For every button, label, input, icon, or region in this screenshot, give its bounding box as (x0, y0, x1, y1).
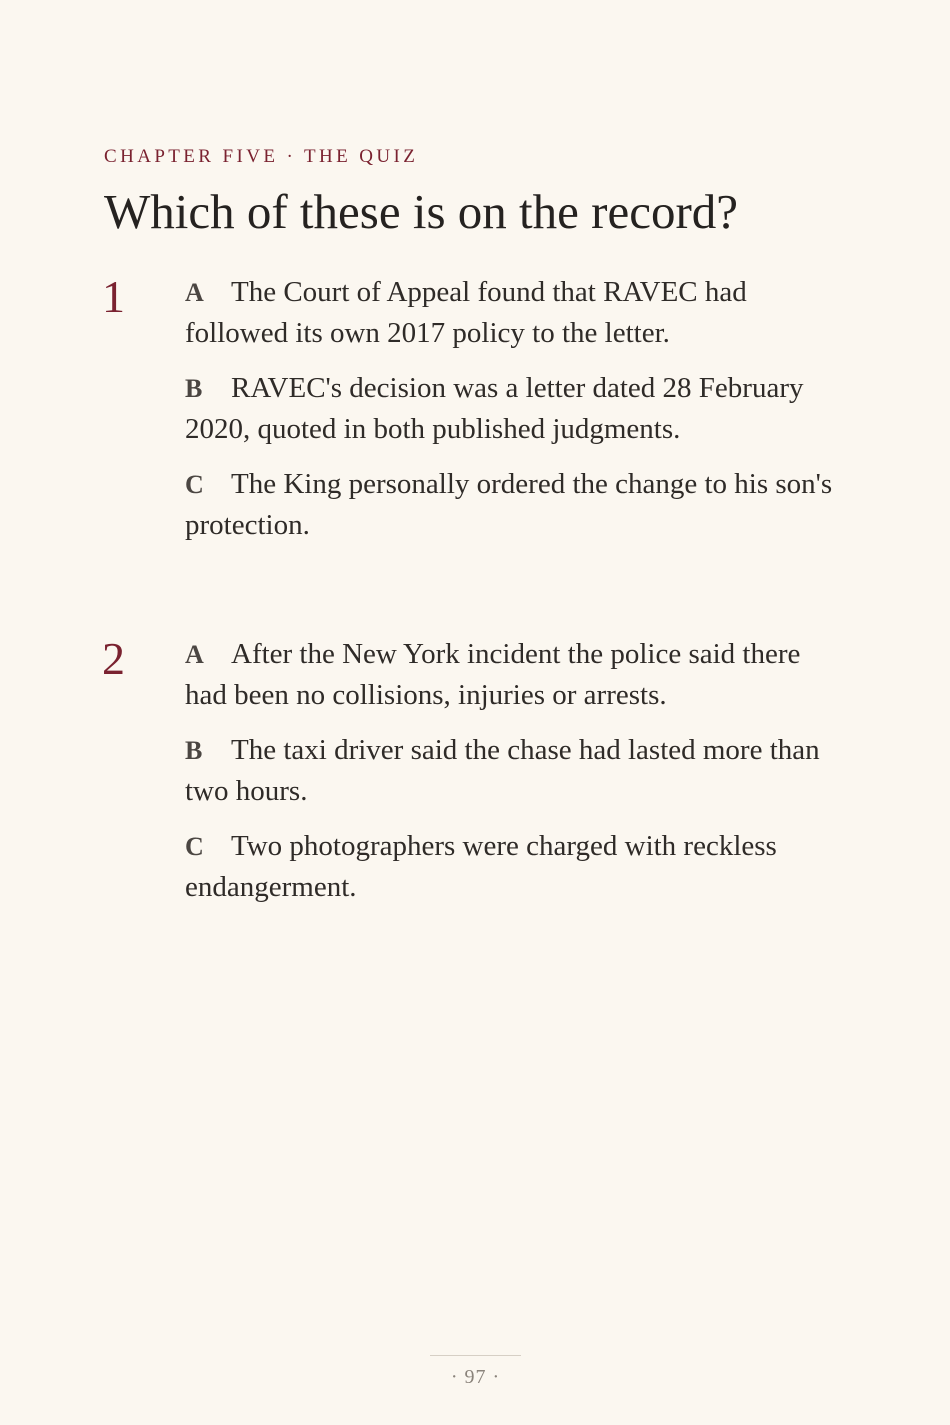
option-letter: B (185, 736, 203, 765)
answer-options (185, 272, 845, 560)
footer-divider (430, 1355, 521, 1356)
option-text: Two photographers were charged with reckless endangerment. (185, 830, 777, 903)
question-number: 2 (102, 633, 125, 684)
option-letter: A (185, 640, 204, 669)
answer-option-a[interactable] (185, 634, 845, 716)
answer-option-a[interactable] (185, 272, 845, 354)
page-number: · 97 · (450, 1366, 501, 1388)
chapter-kicker: CHAPTER FIVE · THE QUIZ (104, 146, 419, 167)
option-text: The King personally ordered the change to his son's protection. (185, 468, 833, 541)
page-title: Which of these is on the record? (104, 184, 739, 239)
option-text: The Court of Appeal found that RAVEC had followed its own 2017 policy to the letter. (185, 276, 747, 349)
option-letter: B (185, 374, 203, 403)
answer-option-b[interactable] (185, 368, 845, 450)
option-letter: C (185, 832, 204, 861)
option-text: After the New York incident the police said there had been no collisions, injuries or arrests. (185, 638, 801, 711)
answer-option-c[interactable] (185, 464, 845, 546)
answer-options (185, 634, 845, 922)
question-number: 1 (102, 271, 125, 322)
option-letter: A (185, 278, 204, 307)
answer-option-b[interactable] (185, 730, 845, 812)
answer-option-c[interactable] (185, 826, 845, 908)
option-text: The taxi driver said the chase had lasted more than two hours. (185, 734, 820, 807)
option-text: RAVEC's decision was a letter dated 28 February 2020, quoted in both published judgments. (185, 372, 804, 445)
page (104, 0, 846, 1425)
option-letter: C (185, 470, 204, 499)
